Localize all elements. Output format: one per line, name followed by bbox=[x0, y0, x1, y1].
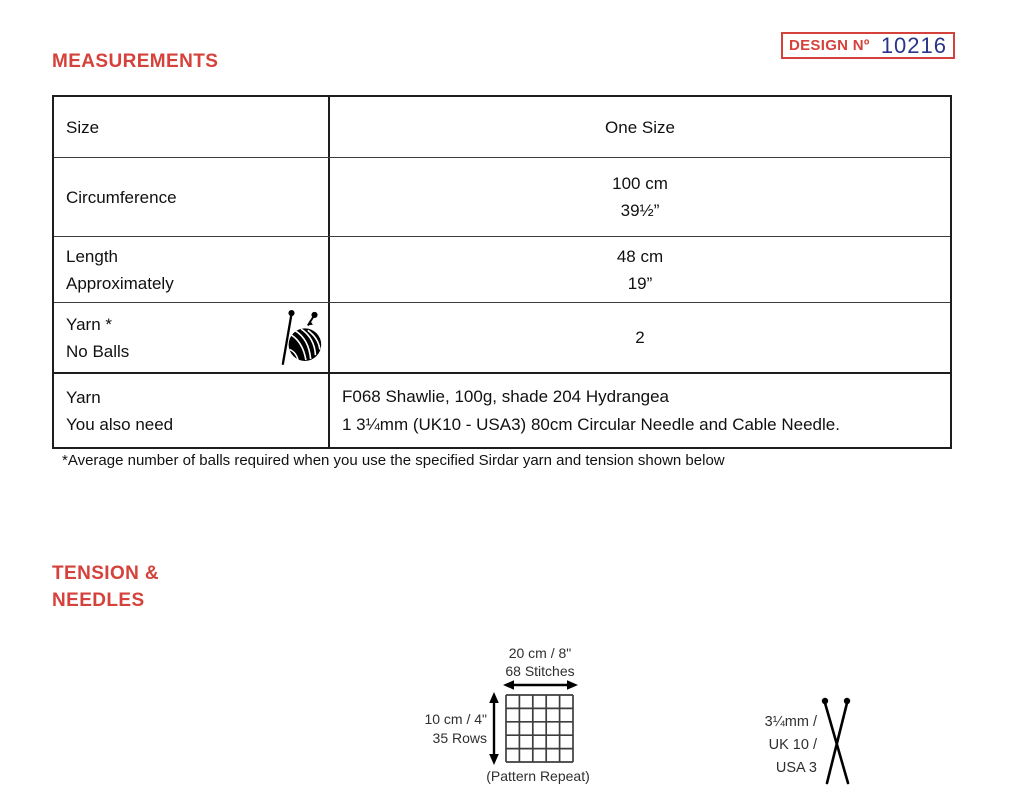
tension-grid bbox=[505, 694, 574, 763]
gauge-depth-label: 10 cm / 4" bbox=[424, 711, 487, 727]
table-row-length bbox=[54, 236, 950, 302]
row-value: 2 bbox=[635, 328, 645, 347]
row-label: Size bbox=[66, 117, 100, 137]
table-row-size bbox=[54, 97, 950, 157]
table-row-yarn-balls bbox=[54, 302, 950, 372]
gauge-height-arrow-icon bbox=[488, 692, 500, 765]
yarn-ball-icon bbox=[280, 306, 326, 368]
row-value: 48 cm bbox=[616, 246, 664, 266]
row-value-cell bbox=[330, 158, 950, 236]
row-label-2: Approximately bbox=[66, 273, 174, 293]
row-value-cell bbox=[330, 237, 950, 302]
row-value-2: 1 3¼mm (UK10 - USA3) 80cm Circular Needle and Cable Needle. bbox=[342, 414, 840, 434]
gauge-top-labels bbox=[455, 644, 625, 680]
needle-uk-label: UK 10 / bbox=[768, 737, 817, 753]
row-label: Yarn bbox=[66, 387, 101, 407]
row-label: Length bbox=[66, 246, 118, 266]
pattern-repeat-label: (Pattern Repeat) bbox=[486, 768, 590, 784]
row-label-2: No Balls bbox=[66, 341, 130, 361]
row-label-cell bbox=[54, 374, 330, 447]
gauge-rows-label: 35 Rows bbox=[432, 730, 487, 746]
measurements-title: MEASUREMENTS bbox=[52, 51, 219, 72]
gauge-stitches-label: 68 Stitches bbox=[505, 663, 575, 679]
design-label: DESIGN Nº bbox=[789, 37, 870, 54]
row-value-cell bbox=[330, 97, 950, 157]
row-value-cell bbox=[330, 374, 950, 447]
needle-usa-label: USA 3 bbox=[775, 760, 817, 776]
row-label-cell bbox=[54, 303, 330, 372]
balls-footnote: *Average number of balls required when you use the specified Sirdar yarn and tension shown below bbox=[62, 452, 725, 469]
design-number-box bbox=[781, 32, 955, 59]
row-label-2: You also need bbox=[66, 414, 174, 434]
gauge-left-labels bbox=[390, 710, 487, 748]
row-label: Yarn * bbox=[66, 314, 112, 334]
row-value-cell bbox=[330, 303, 950, 372]
tension-title-line2: NEEDLES bbox=[52, 590, 145, 611]
row-label: Circumference bbox=[66, 187, 177, 207]
gauge-width-arrow-icon bbox=[503, 679, 578, 691]
row-value-2: 39½” bbox=[620, 201, 660, 220]
tension-title-line1: TENSION & bbox=[52, 563, 160, 584]
gauge-width-label: 20 cm / 8" bbox=[508, 645, 572, 661]
row-value: 100 cm bbox=[612, 174, 668, 193]
needle-size-labels bbox=[735, 711, 817, 780]
row-label-cell bbox=[54, 97, 330, 157]
design-number: 10216 bbox=[880, 32, 947, 58]
tension-needles-title bbox=[52, 560, 159, 614]
knitting-needles-icon bbox=[814, 694, 854, 789]
table-row-yarn-detail bbox=[54, 372, 950, 447]
needle-mm-label: 3¼mm / bbox=[764, 714, 817, 730]
row-label-cell bbox=[54, 158, 330, 236]
row-label-cell bbox=[54, 237, 330, 302]
row-value: F068 Shawlie, 100g, shade 204 Hydrangea bbox=[342, 386, 670, 406]
row-value: One Size bbox=[605, 117, 675, 137]
measurements-table bbox=[52, 95, 952, 449]
table-row-circumference bbox=[54, 157, 950, 236]
row-value-2: 19” bbox=[627, 273, 653, 293]
